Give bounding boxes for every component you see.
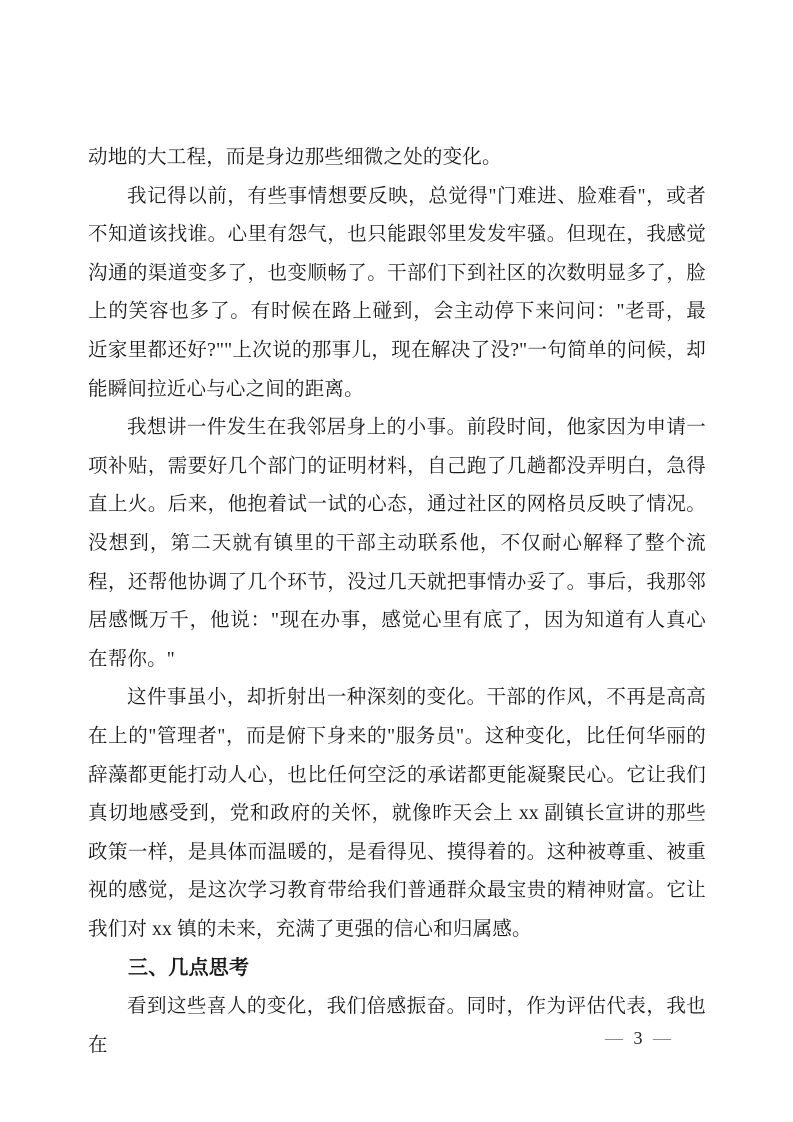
page-number-right-dash: — [653, 1028, 671, 1048]
document-body [88, 139, 706, 1065]
page-number-left-dash: — [605, 1028, 623, 1048]
paragraph: 动地的大工程，而是身边那些细微之处的变化。 [88, 147, 502, 168]
paragraph: 我想讲一件发生在我邻居身上的小事。前段时间，他家因为申请一项补贴，需要好几个部门的证明材料，自己跑了几趟都没弄明白，急得直上火。后来，他抱着试一试的心态，通过社区的网格员反映了情况。没想到，第二天就有镇里的干部主动联系他，不仅耐心解释了整个流程，还帮他协调了几个环节，没过几天就把事情办妥了。事后，我那邻居感慨万千，他说："现在办事，感觉心里有底了，因为知道有人真心在帮你。" [88, 417, 706, 670]
section-heading: 三、几点思考 [128, 957, 250, 980]
page-number [605, 1026, 671, 1050]
page-number-value: 3 [633, 1028, 643, 1048]
paragraph: 这件事虽小，却折射出一种深刻的变化。干部的作风，不再是高高在上的"管理者"，而是俯下身来的"服务员"。这种变化，比任何华丽的辞藻都更能打动人心，也比任何空泛的承诺都更能凝聚民心。它让我们真切地感受到，党和政府的关怀，就像昨天会上 xx 副镇长宣讲的那些政策一样，是具体而温暖的，是看得见、摸得着的。这种被尊重、被重视的感觉，是这次学习教育带给我们普通群众最宝贵的精神财富。它让我们对 xx 镇的未来，充满了更强的信心和归属感。 [88, 687, 706, 940]
paragraph: 我记得以前，有些事情想要反映，总觉得"门难进、脸难看"，或者不知道该找谁。心里有怨气，也只能跟邻里发发牢骚。但现在，我感觉沟通的渠道变多了，也变顺畅了。干部们下到社区的次数明显多了，脸上的笑容也多了。有时候在路上碰到，会主动停下来问问："老哥，最近家里都还好?""上次说的那事儿，现在解决了没?"一句简单的问候，却能瞬间拉近心与心之间的距离。 [88, 185, 706, 400]
paragraph: 看到这些喜人的变化，我们倍感振奋。同时，作为评估代表，我也在 [88, 996, 706, 1056]
